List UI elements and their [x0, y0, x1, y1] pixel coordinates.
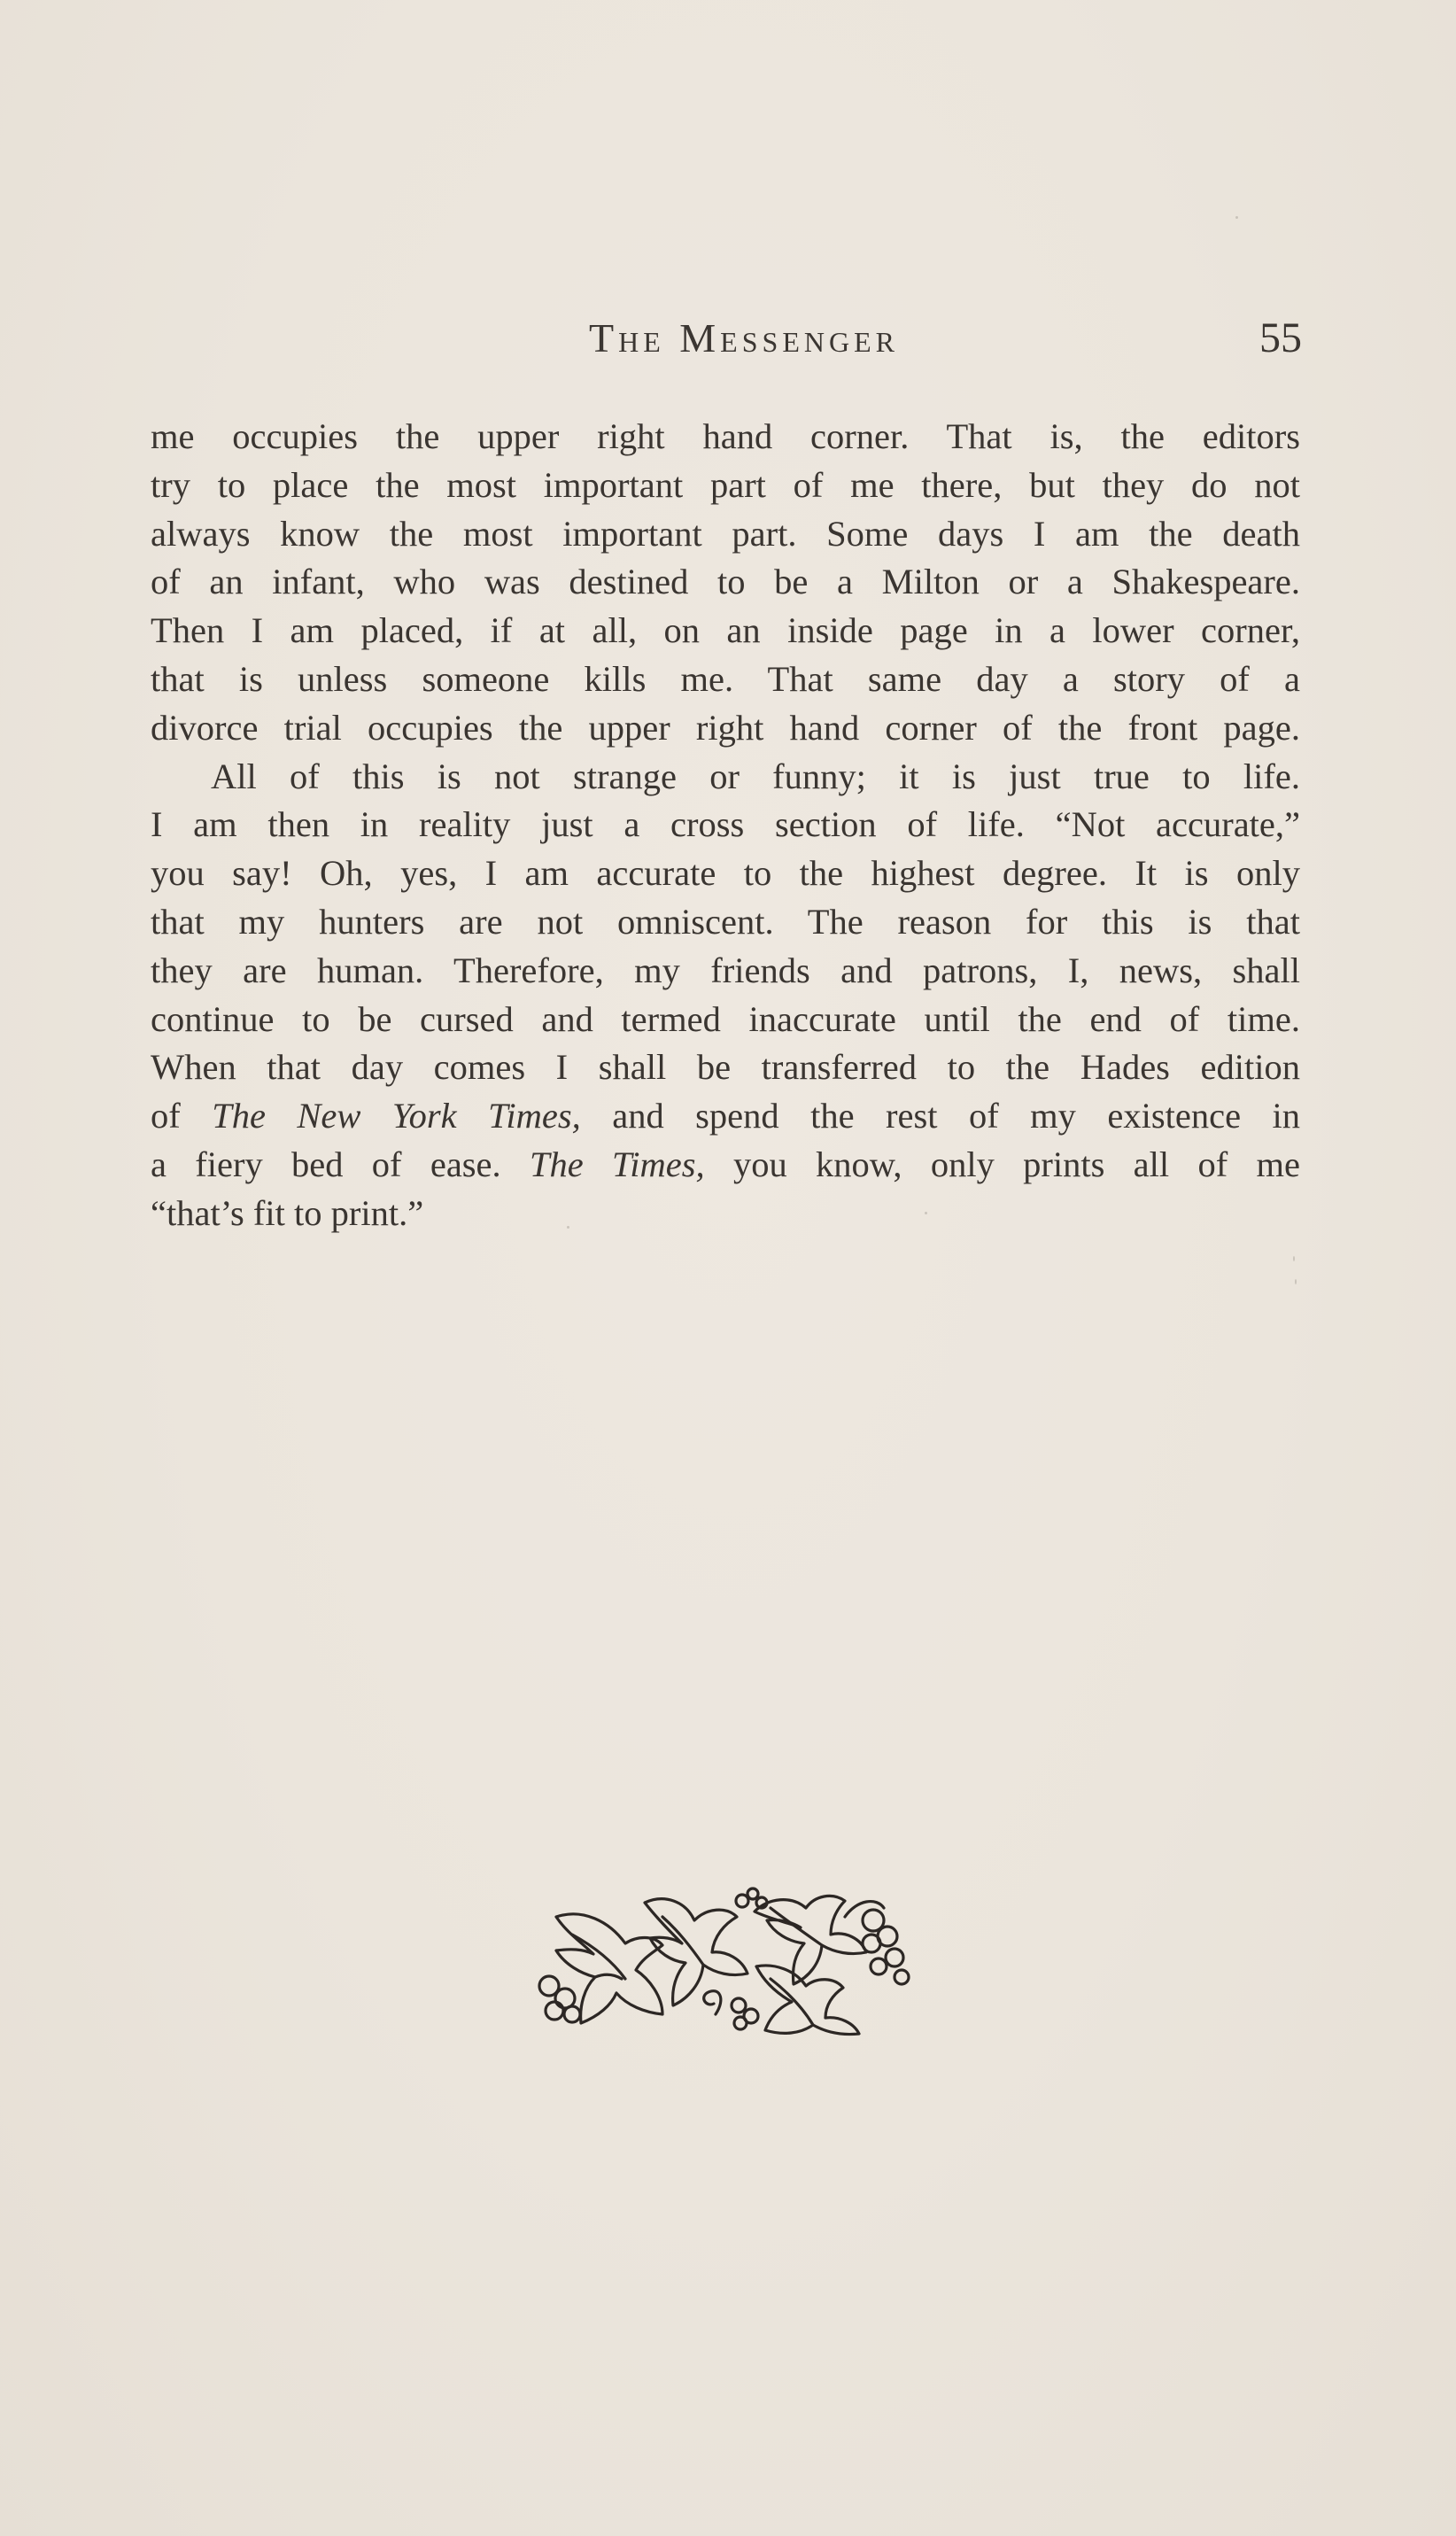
- text-line: that my hunters are not omniscent. The reason for this is that: [151, 901, 1300, 942]
- paragraph-first-line: All of this is not strange or funny; it is just true to life.: [211, 756, 1300, 796]
- running-title: The Messenger: [589, 315, 899, 361]
- paper-speck: [1293, 1256, 1295, 1261]
- text-line: try to place the most important part of me there, but they do not: [151, 464, 1300, 505]
- text-line: they are human. Therefore, my friends and patrons, I, news, shall: [151, 950, 1300, 990]
- text-run: you know, only prints all of me: [704, 1144, 1300, 1184]
- newspaper-title: The New York Times,: [212, 1096, 581, 1136]
- text-line: divorce trial occupies the upper right hand corner of the front page.: [151, 707, 1300, 748]
- vine-leaf-ornament-icon: [530, 1881, 916, 2037]
- running-head: [151, 312, 1302, 365]
- body-text: [151, 413, 1300, 1238]
- text-run: of: [151, 1096, 213, 1136]
- text-line: you say! Oh, yes, I am accurate to the highest degree. It is only: [151, 853, 1300, 894]
- text-line: always know the most important part. Some days I am the death: [151, 513, 1300, 554]
- text-line: I am then in reality just a cross section of life. “Not accurate,”: [151, 804, 1300, 845]
- paper-speck: [1235, 216, 1238, 219]
- text-line: When that day comes I shall be transferred to the Hades edition: [151, 1047, 1300, 1088]
- page-number: 55: [1259, 314, 1302, 361]
- text-line-last: “that’s fit to print.”: [151, 1192, 424, 1233]
- text-line: [151, 1092, 1300, 1141]
- newspaper-title: The Times,: [529, 1144, 705, 1184]
- text-line: me occupies the upper right hand corner. That is, the editors: [151, 416, 1300, 456]
- text-line: continue to be cursed and termed inaccurate until the end of time.: [151, 998, 1300, 1039]
- text-line: [151, 1141, 1300, 1190]
- paper-speck: [925, 1212, 927, 1214]
- text-line: of an infant, who was destined to be a Milton or a Shakespeare.: [151, 562, 1300, 602]
- paper-speck: [567, 1226, 569, 1229]
- text-run: a fiery bed of ease.: [151, 1144, 530, 1184]
- paper-speck: [1295, 1279, 1297, 1284]
- text-run: and spend the rest of my existence in: [580, 1096, 1301, 1136]
- text-line: Then I am placed, if at all, on an inside page in a lower corner,: [151, 610, 1300, 651]
- text-line: that is unless someone kills me. That same day a story of a: [151, 658, 1300, 699]
